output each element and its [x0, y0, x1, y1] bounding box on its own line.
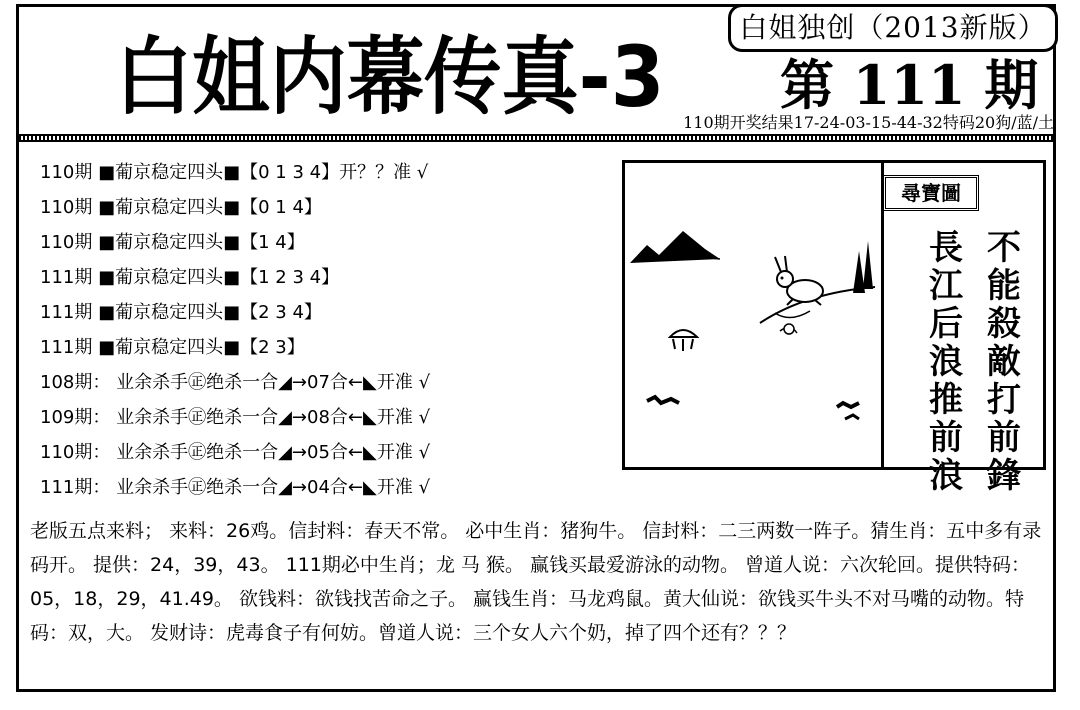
- row-text: ■葡京稳定四头■【0 1 3 4】开？？准 √: [98, 162, 429, 183]
- rabbit-illustration: [625, 163, 879, 467]
- row-period: 111期：: [40, 477, 111, 498]
- list-item: [40, 435, 620, 470]
- list-item: [40, 295, 620, 330]
- row-period: 111期: [40, 302, 93, 323]
- row-period: 108期：: [40, 372, 111, 393]
- row-text: 业余杀手㊣绝杀一合◢→04合←◣开准 √: [116, 477, 431, 498]
- row-text: ■葡京稳定四头■【1 2 3 4】: [98, 267, 340, 288]
- verse-left: 長江后浪推前浪: [929, 228, 963, 496]
- page-title: 白姐内幕传真-3: [115, 28, 665, 126]
- list-item: [40, 260, 620, 295]
- row-text: 业余杀手㊣绝杀一合◢→05合←◣开准 √: [116, 442, 431, 463]
- row-period: 109期：: [40, 407, 111, 428]
- list-item: [40, 365, 620, 400]
- prediction-list: [40, 155, 620, 505]
- header-divider: [19, 134, 1053, 142]
- list-item: [40, 155, 620, 190]
- tree-icon: [863, 241, 873, 289]
- row-text: ■葡京稳定四头■【2 3】: [98, 337, 305, 358]
- list-item: [40, 470, 620, 505]
- row-period: 110期: [40, 162, 93, 183]
- row-period: 111期: [40, 267, 93, 288]
- list-item: [40, 400, 620, 435]
- row-text: ■葡京稳定四头■【1 4】: [98, 232, 305, 253]
- list-item: [40, 225, 620, 260]
- draw-result: 110期开奖结果17-24-03-15-44-32特码20狗/蓝/土: [683, 113, 1054, 132]
- treasure-picture: [622, 160, 1046, 496]
- edition-badge: 白姐独创（2013新版）: [728, 4, 1058, 52]
- row-period: 110期: [40, 197, 93, 218]
- row-period: 111期: [40, 337, 93, 358]
- picture-label: 尋寶圖: [883, 175, 979, 211]
- list-item: [40, 190, 620, 225]
- issue-number: 第 111 期: [780, 53, 1039, 117]
- row-period: 110期：: [40, 442, 111, 463]
- row-text: ■葡京稳定四头■【2 3 4】: [98, 302, 322, 323]
- rabbit-icon: [775, 256, 823, 305]
- row-text: ■葡京稳定四头■【0 1 4】: [98, 197, 322, 218]
- list-item: [40, 330, 620, 365]
- verse-right: 不能殺敵打前鋒: [987, 228, 1021, 496]
- row-text: 业余杀手㊣绝杀一合◢→07合←◣开准 √: [116, 372, 431, 393]
- tree-icon: [853, 251, 865, 293]
- row-text: 业余杀手㊣绝杀一合◢→08合←◣开准 √: [116, 407, 431, 428]
- row-period: 110期: [40, 232, 93, 253]
- bottom-paragraph: 老版五点来料； 来料：26鸡。信封料：春天不常。 必中生肖：猪狗牛。 信封料：二三两数一阵子。猜生肖：五中多有录码开。 提供：24，39，43。 111期必中生肖；龙 马 猴。 赢钱买最爱游泳的动物。 曾道人说：六次轮回。提供特码：05，18，29，41.49。 欲钱料：欲钱找苦命之子。 赢钱生肖：马龙鸡鼠。黄大仙说：欲钱买牛头不对马嘴的动物。特码：双，大。 发财诗：虎毒食子有何妨。曾道人说：三个女人六个奶，掉了四个还有？？？: [30, 520, 1042, 644]
